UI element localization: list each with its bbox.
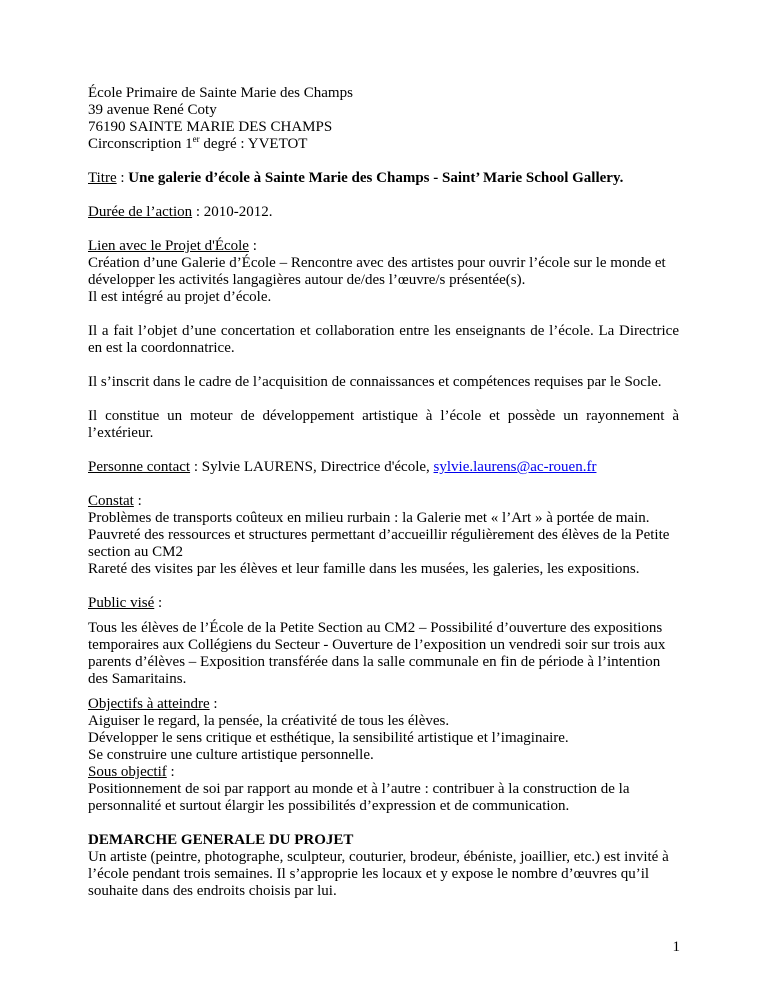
circonscription-line: Circonscription 1er degré : YVETOT [88,134,308,152]
section-heading: DEMARCHE GENERALE DU PROJET [88,832,354,848]
paragraph: Pauvreté des ressources et structures permettant d’accueillir régulièrement des élèves de la Petite section au CM2 [88,527,670,560]
paragraph: Un artiste (peintre, photographe, sculpteur, couturier, brodeur, ébéniste, joaillier, etc.) est invité à l’école pendant trois semaines. Il s’approprie les locaux et y expose le nombre d’œuvres qu’il souhaite dans des endroits choisis par lui. [88,849,669,899]
school-address [88,85,679,153]
paragraph-moteur: Il constitue un moteur de développement artistique à l’école et possède un rayonnement à l’extérieur. [88,408,679,441]
section-heading: Public visé : [88,595,163,611]
section-heading: Lien avec le Projet d'École : [88,238,257,254]
contact-email-link[interactable]: sylvie.laurens@ac-rouen.fr [433,459,597,475]
section-lien-projet [88,238,679,306]
contact-label: Personne contact [88,459,191,475]
section-demarche [88,832,679,900]
paragraph: Aiguiser le regard, la pensée, la créativité de tous les élèves. [88,713,450,729]
paragraph-socle: Il s’inscrit dans le cadre de l’acquisition de connaissances et compétences requises par le Socle. [88,374,662,390]
section-constat [88,493,679,578]
paragraph-concertation: Il a fait l’objet d’une concertation et collaboration entre les enseignants de l’école. La Directrice en est la coordonnatrice. [88,323,679,356]
section-public [88,595,679,688]
paragraph: Il est intégré au projet d’école. [88,289,272,305]
paragraph: Rareté des visites par les élèves et leur famille dans les musées, les galeries, les expositions. [88,561,640,577]
page-number: 1 [672,939,680,955]
title-line: Titre : Une galerie d’école à Sainte Marie des Champs - Saint’ Marie School Gallery. [88,170,624,186]
section-heading: Sous objectif : [88,764,175,780]
title-label: Titre [88,170,117,186]
paragraph: Développer le sens critique et esthétique, la sensibilité artistique et l’imaginaire. [88,730,569,746]
address-line: 76190 SAINTE MARIE DES CHAMPS [88,119,333,135]
paragraph: Création d’une Galerie d’École – Rencontre avec des artistes pour ouvrir l’école sur le monde et développer les activités langagières autour de/des l’œuvre/s présentée(s). [88,255,666,288]
section-heading: Objectifs à atteindre : [88,696,218,712]
paragraph: Tous les élèves de l’École de la Petite Section au CM2 – Possibilité d’ouverture des expositions temporaires aux Collégiens du Secteur - Ouverture de l’exposition un vendredi soir sur trois aux parents d’élèves – Exposition transférée dans la salle communale en fin de période à l’intention des Samaritains. [88,620,666,687]
address-line: École Primaire de Sainte Marie des Champs [88,85,353,101]
paragraph: Positionnement de soi par rapport au monde et à l’autre : contribuer à la construction de la personnalité et surtout élargir les possibilités d’expression et de communication. [88,781,630,814]
address-line: 39 avenue René Coty [88,102,217,118]
title-value: Une galerie d’école à Sainte Marie des Champs - Saint’ Marie School Gallery. [128,170,624,186]
contact-line: Personne contact : Sylvie LAURENS, Directrice d'école, sylvie.laurens@ac-rouen.fr [88,459,597,475]
duration-line: Durée de l’action : 2010-2012. [88,204,273,220]
document-body [88,85,679,900]
section-objectifs [88,696,679,815]
paragraph: Problèmes de transports coûteux en milieu rurbain : la Galerie met « l’Art » à portée de main. [88,510,650,526]
duration-label: Durée de l’action [88,204,193,220]
paragraph: Se construire une culture artistique personnelle. [88,747,374,763]
section-heading: Constat : [88,493,142,509]
